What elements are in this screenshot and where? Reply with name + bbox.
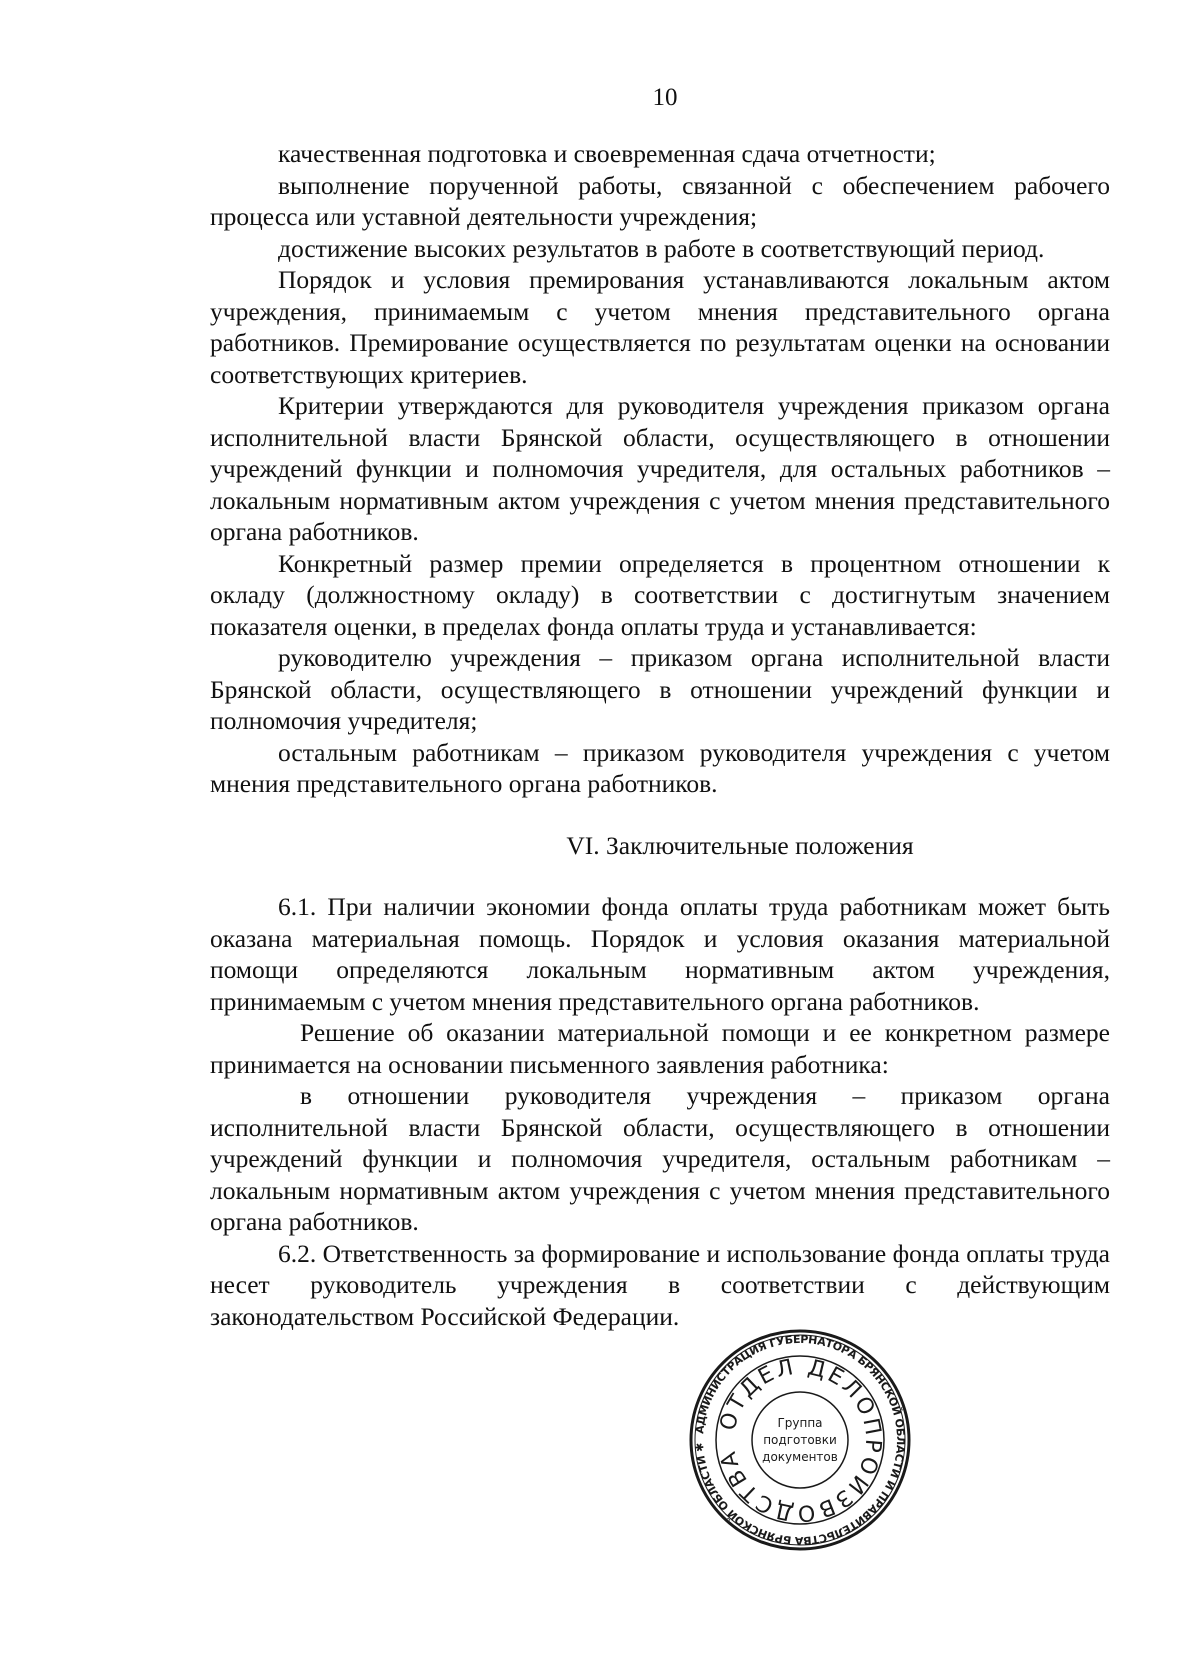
paragraph: 6.2. Ответственность за формирование и использование фонда оплаты труда несет руководитель учреждения в соответствии с действующим законодательством Российской Федерации. [210,1238,1110,1331]
stamp-center-line: документов [762,1450,838,1464]
paragraph: в отношении руководителя учреждения – приказом органа исполнительной власти Брянской области, осуществляющего в отношении учреждений функции и полномочия учредителя, остальным работникам – локальным нормативным актом учреждения с учетом мнения представительного органа работников. [210,1081,1110,1236]
paragraph: остальным работникам – приказом руководителя учреждения с учетом мнения представительного органа работников. [210,737,1110,798]
paragraph: качественная подготовка и своевременная сдача отчетности; [278,139,936,168]
paragraph: Конкретный размер премии определяется в процентном отношении к окладу (должностному окладу) в соответствии с достигнутым значением показателя оценки, в пределах фонда оплаты труда и устанавливается: [210,548,1110,641]
stamp-center-line: подготовки [763,1433,837,1447]
paragraph: руководителю учреждения – приказом органа исполнительной власти Брянской области, осуществляющего в отношении учреждений функции и полномочия учредителя; [210,643,1110,735]
paragraph: 6.1. При наличии экономии фонда оплаты труда работникам может быть оказана материальная помощь. Порядок и условия оказания материальной помощи определяются локальным нормативным актом учреждения, принимаемым с учетом мнения представительного органа работников. [210,892,1110,1016]
paragraph: выполнение порученной работы, связанной с обеспечением рабочего процесса или уставной деятельности учреждения; [210,170,1110,231]
paragraph: Решение об оказании материальной помощи и ее конкретном размере принимается на основании письменного заявления работника: [210,1018,1110,1079]
paragraph: Порядок и условия премирования устанавливаются локальным актом учреждения, принимаемым с учетом мнения представительного органа работников. Премирование осуществляется по результатам оценки на основании соответствующих критериев. [210,265,1110,389]
stamp-outer-text: АДМИНИСТРАЦИЯ ГУБЕРНАТОРА БРЯНСКОЙ ОБЛАСТИ И ПРАВИТЕЛЬСТВА БРЯНСКОЙ ОБЛАСТИ ✱ [692,1332,908,1548]
document-body [210,138,1110,1332]
paragraph: достижение высоких результатов в работе в соответствующий период. [278,233,1045,263]
page-number: 10 [652,84,678,111]
official-stamp [688,1328,912,1552]
stamp-center-line: Группа [777,1416,823,1430]
section-heading: VI. Заключительные положения [566,830,914,860]
stamp-middle-text: ОТДЕЛ ДЕЛОПРОИЗВОДСТВА [715,1354,886,1526]
paragraph: Критерии утверждаются для руководителя учреждения приказом органа исполнительной власти Брянской области, осуществляющего в отношении учреждений функции и полномочия учредителя, для остальных работников – локальным нормативным актом учреждения с учетом мнения представительного органа работников. [210,391,1110,546]
